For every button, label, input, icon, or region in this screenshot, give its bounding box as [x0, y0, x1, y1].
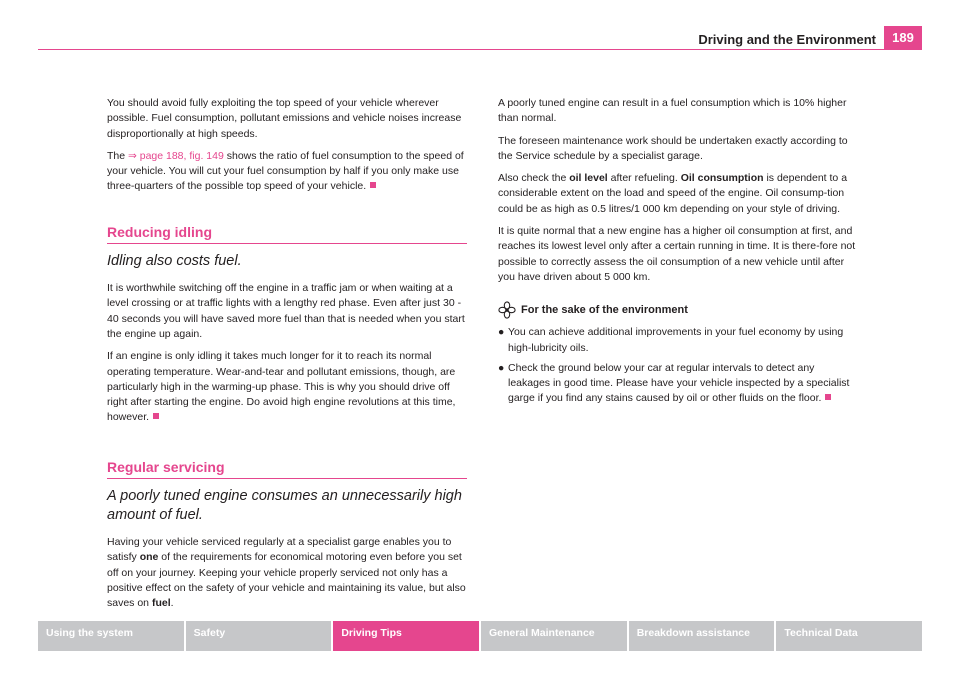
intro-paragraph-2 — [107, 149, 467, 195]
nav-tab-breakdown-assistance[interactable]: Breakdown assistance — [629, 621, 775, 651]
text-span: If an engine is only idling it takes much longer for it to reach its normal operating temperature. Wear-and-tear and pollutant emissions, though, are particularly high in the warming-up phase. This is why you should drive off right after starting the engine. Do avoid high engine revolutions at this time, however. — [107, 350, 456, 424]
flower-icon — [498, 301, 516, 319]
text-span: after refueling. — [607, 172, 681, 185]
section-heading: Reducing idling — [107, 225, 467, 244]
right-paragraph-4: It is quite normal that a new engine has a higher oil consumption at first, and reaches its lowest level only after a certain running in time. It is there-fore not possible to correctly assess the oil consumption of a new vehicle until after you have driven about 5 000 km. — [498, 225, 856, 283]
right-column — [498, 96, 858, 412]
text-span: Check the ground below your car at regular intervals to detect any leakages in good time. Please have your vehicle inspected by a specialist garge if you find any stains caused by oil or other fluids on the floor. — [508, 361, 850, 405]
list-item — [498, 325, 858, 356]
section-regular-servicing — [107, 460, 467, 612]
nav-tab-driving-tips[interactable]: Driving Tips — [333, 621, 479, 651]
text-span: of the requirements for economical motoring even before you set off on your journey. Keeping your vehicle properly serviced not only has a positive effect on the safety of your vehicle and maintaining its value, but also saves on — [107, 551, 466, 610]
bold-text: fuel — [151, 597, 171, 610]
text-span: shows the ratio of fuel consumption to the speed of your vehicle. You will cut your fuel consumption by half if you only make use three-quarters of the possible top speed of your vehicle. — [107, 149, 464, 193]
intro-paragraph-1: You should avoid fully exploiting the top speed of your vehicle wherever possible. Fuel consumption, pollutant emissions and vehicle noises increase disproportionally at high speeds. — [107, 97, 462, 140]
list-item — [498, 361, 858, 407]
section-end-icon — [825, 394, 831, 400]
bold-text: oil level — [569, 172, 608, 185]
section-end-icon — [153, 413, 159, 419]
section-reducing-idling — [107, 225, 467, 426]
right-paragraph-3 — [498, 171, 858, 217]
servicing-paragraph — [107, 535, 467, 611]
text-span: Also check the — [498, 172, 570, 185]
nav-tab-using-the-system[interactable]: Using the system — [38, 621, 184, 651]
text-span: is dependent to a considerable extent on the load and speed of the engine. Oil consump-tion could be as high as 0.5 litres/1 000 km depending on your style of driving. — [498, 172, 848, 215]
page-number: 189 — [884, 26, 922, 49]
text-span: The — [107, 149, 129, 162]
chapter-nav-bar — [38, 621, 922, 651]
page-header-title: Driving and the Environment — [698, 32, 876, 47]
text-span: Having your vehicle serviced regularly at a specialist garge enables you to satisfy — [107, 536, 452, 564]
bold-text: one — [139, 551, 159, 564]
section-end-icon — [370, 182, 376, 188]
section-subheading: A poorly tuned engine consumes an unnecessarily high amount of fuel. — [107, 488, 462, 524]
nav-tab-technical-data[interactable]: Technical Data — [776, 621, 922, 651]
bullet-text: You can achieve additional improvements in your fuel economy by using high-lubricity oils. — [508, 326, 844, 354]
idling-paragraph-1: It is worthwhile switching off the engine in a traffic jam or when waiting at a level crossing or at traffic lights with a lengthy red phase. Even after just 30 - 40 seconds you will have saved more fuel than that is needed when you start the engine up again. — [107, 282, 465, 340]
header-divider — [38, 49, 922, 50]
bullet-icon: ● — [498, 361, 505, 374]
page-reference-link[interactable]: ⇒ page 188, fig. 149 — [128, 149, 224, 162]
right-paragraph-2: The foreseen maintenance work should be undertaken exactly according to the Service schedule by a specialist garage. — [498, 134, 848, 162]
section-subheading: Idling also costs fuel. — [107, 253, 242, 270]
idling-paragraph-2 — [107, 349, 467, 425]
bullet-text — [508, 361, 858, 407]
nav-tab-general-maintenance[interactable]: General Maintenance — [481, 621, 627, 651]
environment-note-header — [498, 301, 858, 319]
bold-text: Oil consumption — [680, 172, 764, 185]
nav-tab-safety[interactable]: Safety — [186, 621, 332, 651]
bullet-icon: ● — [498, 326, 505, 339]
section-heading: Regular servicing — [107, 460, 467, 479]
text-span: . — [170, 597, 174, 610]
right-paragraph-1: A poorly tuned engine can result in a fuel consumption which is 10% higher than normal. — [498, 97, 847, 125]
environment-note-title: For the sake of the environment — [521, 303, 688, 316]
left-column — [107, 96, 467, 619]
